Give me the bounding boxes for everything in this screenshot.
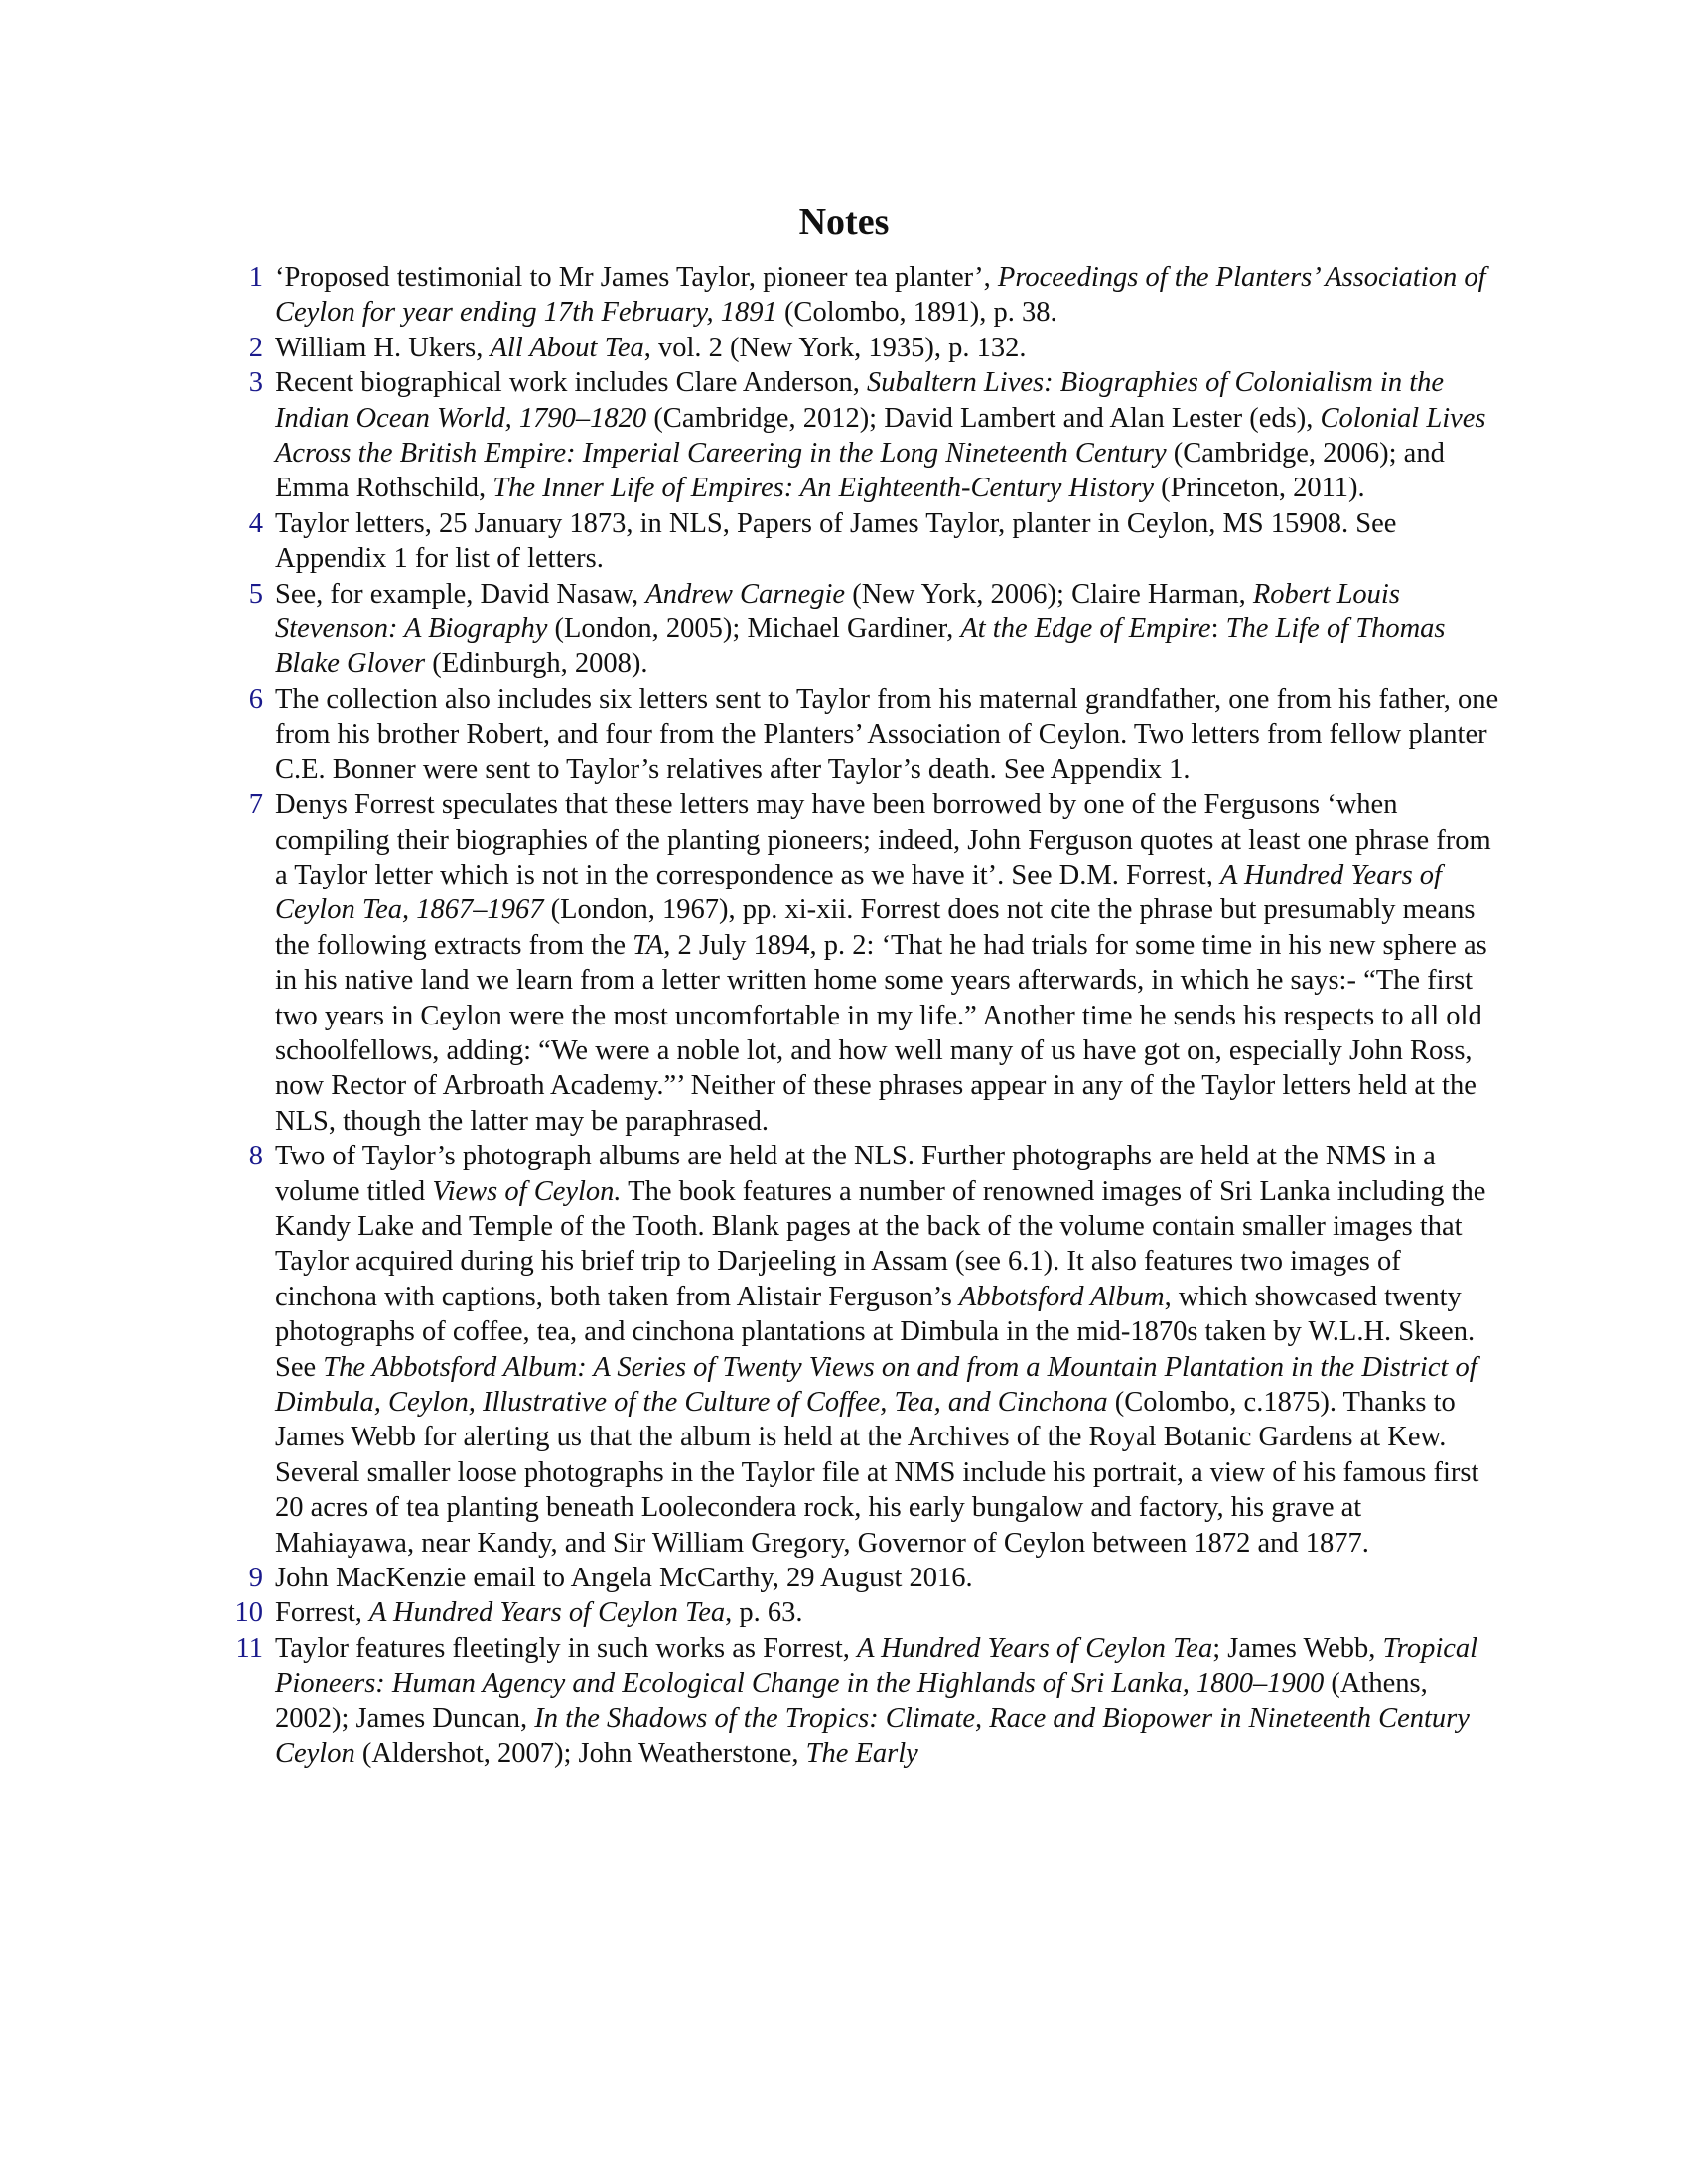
- note-item: [211, 1595, 1501, 1630]
- note-italic-title: Views of Ceylon.: [432, 1175, 622, 1207]
- note-text-segment: The book features a number of renowned images of Sri Lanka including the Kandy Lake and Temple of the Tooth. Blank pages at the back of the volume contain smaller images that Taylor acquired during his brief trip to Darjeeling in Assam (see 6.1). It also features two images of cinchona with captions, both taken from Alistair Ferguson’s: [275, 1175, 1486, 1312]
- note-text: [275, 365, 1501, 506]
- note-text: [275, 260, 1501, 331]
- note-italic-title: The Abbotsford Album: A Series of Twenty Views on and from a Mountain Plantation in the District of Dimbula, Ceylon, Illustrative of the Culture of Coffee, Tea, and Cinchona: [275, 1351, 1477, 1418]
- note-number: 2: [248, 332, 263, 363]
- notes-list: [211, 260, 1501, 1771]
- note-text: [275, 577, 1501, 682]
- note-item: [211, 1561, 1501, 1595]
- note-item: [211, 506, 1501, 577]
- note-item: [211, 577, 1501, 682]
- note-text-segment: Denys Forrest speculates that these letters may have been borrowed by one of the Fergusons ‘when compiling their biographies of the planting pioneers; indeed, John Ferguson quotes at least one phrase from a Taylor letter which is not in the correspondence as we have it’. See D.M. Forrest,: [275, 789, 1491, 890]
- note-text-segment: Taylor letters, 25 January 1873, in NLS, Papers of James Taylor, planter in Ceylon, MS 15908. See Appendix 1 for list of letters.: [275, 507, 1397, 575]
- note-italic-title: A Hundred Years of Ceylon Tea, 1867–1967: [275, 859, 1442, 926]
- note-italic-title: Subaltern Lives: Biographies of Colonialism in the Indian Ocean World, 1790–1820: [275, 367, 1445, 434]
- note-item: [211, 787, 1501, 1139]
- note-text-segment: Two of Taylor’s photograph albums are held at the NLS. Further photographs are held at the NMS in a volume titled: [275, 1141, 1436, 1207]
- note-italic-title: All About Tea: [490, 332, 644, 363]
- note-item: [211, 1631, 1501, 1772]
- note-text-segment: , vol. 2 (New York, 1935), p. 132.: [643, 332, 1027, 363]
- note-text-segment: (Edinburgh, 2008).: [425, 648, 648, 680]
- page-title: Notes: [798, 202, 890, 243]
- note-text-segment: John MacKenzie email to Angela McCarthy, 29 August 2016.: [275, 1563, 973, 1594]
- note-text: [275, 787, 1501, 1139]
- note-text-segment: Taylor features fleetingly in such works as Forrest,: [275, 1632, 858, 1664]
- note-item: [211, 260, 1501, 331]
- note-item: [211, 1139, 1501, 1561]
- note-text: [275, 506, 1501, 577]
- note-text-segment: (Colombo, c.1875). Thanks to James Webb for alerting us that the album is held at the Archives of the Royal Botanic Gardens at Kew. Several smaller loose photographs in the Taylor file at NMS include his portrait, a view of his famous first 20 acres of tea planting beneath Loolecondera rock, his early bungalow and factory, his grave at Mahiayawa, near Kandy, and Sir William Gregory, Governor of Ceylon between 1872 and 1877.: [275, 1387, 1479, 1559]
- note-text: [275, 682, 1501, 787]
- note-text-segment: ‘Proposed testimonial to Mr James Taylor, pioneer tea planter’,: [275, 262, 998, 293]
- note-item: [211, 682, 1501, 787]
- note-italic-title: The Life of Thomas Blake Glover: [275, 614, 1446, 680]
- note-italic-title: At the Edge of Empire: [960, 614, 1211, 645]
- note-number: 6: [248, 683, 263, 715]
- note-text-segment: (Athens, 2002); James Duncan,: [275, 1668, 1428, 1734]
- note-italic-title: The Inner Life of Empires: An Eighteenth-Century History: [492, 473, 1154, 504]
- note-italic-title: A Hundred Years of Ceylon Tea: [857, 1632, 1213, 1664]
- note-text-segment: (London, 1967), pp. xi-xii. Forrest does not cite the phrase but presumably means the following extracts from the: [275, 894, 1476, 961]
- note-text-segment: ; James Webb,: [1212, 1632, 1383, 1664]
- note-text-segment: The collection also includes six letters sent to Taylor from his maternal grandfather, one from his father, one from his brother Robert, and four from the Planters’ Association of Ceylon. Two letters from fellow planter C.E. Bonner were sent to Taylor’s relatives after Taylor’s death. See Appendix 1.: [275, 683, 1499, 785]
- note-text-segment: (Cambridge, 2006); and Emma Rothschild,: [275, 438, 1445, 504]
- note-text-segment: (New York, 2006); Claire Harman,: [845, 578, 1253, 610]
- note-italic-title: Robert Louis Stevenson: A Biography: [275, 578, 1400, 645]
- note-text-segment: (Aldershot, 2007); John Weatherstone,: [354, 1738, 806, 1770]
- note-text-segment: , 2 July 1894, p. 2: ‘That he had trials for some time in his new sphere as in his native land we learn from a letter written home some years afterwards, in which he says:- “The first two years in Ceylon were the most uncomfortable in my life.” Another time he sends his respects to all old schoolfellows, adding: “We were a noble lot, and how well many of us have got on, especially John Ross, now Rector of Arbroath Academy.”’ Neither of these phrases appear in any of the Taylor letters held at the NLS, though the latter may be paraphrased.: [275, 929, 1487, 1137]
- note-text: [275, 331, 1501, 365]
- note-text-segment: See, for example, David Nasaw,: [275, 578, 646, 610]
- note-text-segment: Recent biographical work includes Clare Anderson,: [275, 367, 867, 399]
- note-number: 10: [234, 1597, 263, 1629]
- note-italic-title: A Hundred Years of Ceylon Tea: [369, 1597, 726, 1629]
- note-text: [275, 1139, 1501, 1561]
- note-text-segment: William H. Ukers,: [275, 332, 491, 363]
- note-number: 9: [248, 1563, 263, 1594]
- note-number: 5: [248, 578, 263, 610]
- note-italic-title: The Early: [805, 1738, 918, 1770]
- note-item: [211, 331, 1501, 365]
- note-text-segment: (London, 2005); Michael Gardiner,: [547, 614, 961, 645]
- note-number: 8: [248, 1141, 263, 1172]
- note-text-segment: :: [1210, 614, 1226, 645]
- note-text-segment: , p. 63.: [725, 1597, 803, 1629]
- note-item: [211, 365, 1501, 506]
- note-number: 4: [248, 507, 263, 539]
- note-italic-title: Tropical Pioneers: Human Agency and Ecological Change in the Highlands of Sri Lanka, 1800–1900: [275, 1632, 1478, 1700]
- note-italic-title: In the Shadows of the Tropics: Climate, Race and Biopower in Nineteenth Century Ceylon: [275, 1703, 1470, 1770]
- note-number: 11: [235, 1632, 263, 1664]
- note-italic-title: Abbotsford Album: [958, 1281, 1165, 1312]
- note-number: 3: [248, 367, 263, 399]
- note-italic-title: Colonial Lives Across the British Empire: Imperial Careering in the Long Nineteenth Century: [275, 402, 1486, 470]
- note-text: [275, 1595, 1501, 1630]
- note-text: [275, 1561, 1501, 1595]
- note-text-segment: (Colombo, 1891), p. 38.: [776, 297, 1057, 329]
- note-italic-title: Proceedings of the Planters’ Association of Ceylon for year ending 17th February, 1891: [275, 262, 1486, 329]
- note-italic-title: TA: [633, 929, 664, 961]
- note-text: [275, 1631, 1501, 1772]
- note-number: 7: [248, 789, 263, 821]
- note-number: 1: [248, 262, 263, 293]
- note-text-segment: (Princeton, 2011).: [1153, 473, 1365, 504]
- note-text-segment: Forrest,: [275, 1597, 369, 1629]
- note-text-segment: (Cambridge, 2012); David Lambert and Alan Lester (eds),: [646, 402, 1321, 434]
- note-italic-title: Andrew Carnegie: [645, 578, 846, 610]
- note-text-segment: , which showcased twenty photographs of coffee, tea, and cinchona plantations at Dimbula in the mid-1870s taken by W.L.H. Skeen. See: [275, 1281, 1476, 1383]
